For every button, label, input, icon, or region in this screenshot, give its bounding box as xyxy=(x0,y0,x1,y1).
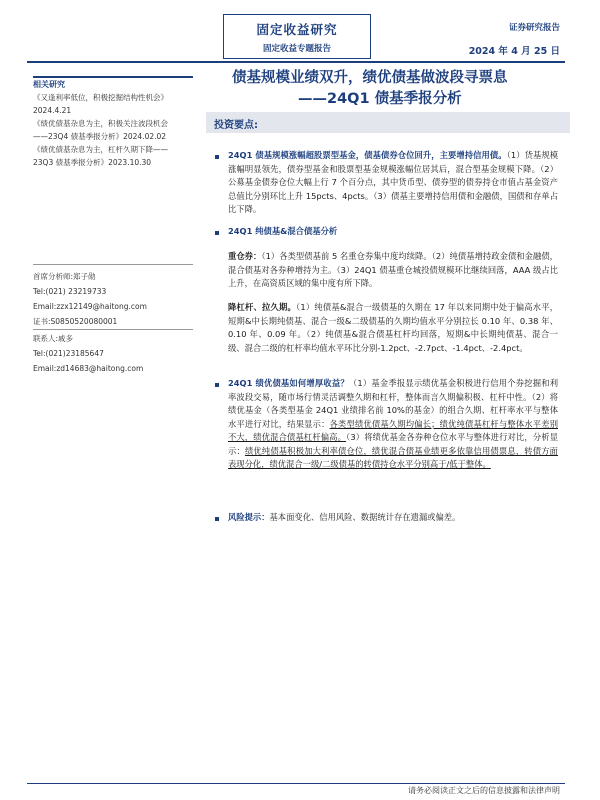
section-body-a: （1）基金季报显示绩优基金积极进行信用个券挖掘和利率波段交易，随市场行情灵活调整久期和杠杆，整体而言久期偏积极、杠杆中性。 xyxy=(228,378,559,402)
section-heading: 24Q1 纯债基&混合债基分析 xyxy=(228,226,338,236)
report-date: 2024 年 4 月 25 日 xyxy=(468,46,560,57)
related-item[interactable]: 《绩优债基杂息为主，积极关注波段机会 xyxy=(33,119,168,128)
section-body-c: 各类型绩优债基久期均偏长；绩优纯债基杠杆与整体水平差别不大，绩优混合债基杠杆偏高。 xyxy=(228,418,558,442)
subsection-label: 降杠杆、拉久期。 xyxy=(228,302,296,312)
analyst-cert: 证书:S0850520080001 xyxy=(33,317,118,326)
section-body: （1）货基规模涨幅明显领先，债券型基金和股票型基金规模涨幅位居其后，混合型基金规模下降。（2）公募基金债券仓位大幅上行 7 个百分点，其中货币型、债券型的债券持仓市值占基金资产总值比分别环比上升 15pcts、4pcts。（3）债基主要增持信用债和金融债，国债和存单占比下降。 xyxy=(228,150,558,214)
section-heading: 24Q1 绩优债基如何增厚收益？ xyxy=(228,378,349,388)
contact-tel: Tel:(021)23185647 xyxy=(33,349,104,358)
contact-info xyxy=(33,331,193,376)
footer-disclaimer: 请务必阅读正文之后的信息披露和法律声明 xyxy=(408,786,560,795)
subsection-body: （1）纯债基&混合一级债基的久期在 17 年以来同期中处于偏高水平，短期&中长期纯债基、混合一级&二级债基的久期均值水平分别拉长 0.10 年、0.38 年、0.10 年、0.09 年。（2）纯债基&混合债基杠杆均回落，短期&中长期纯债基、混合一级、混合二级的杠杆率均值水平环比分别-1.2pct、-2.7pct、-1.4pct、-2.4pct。 xyxy=(228,302,558,353)
section-heading: 24Q1 债基规模涨幅超股票型基金，债基债券仓位回升，主要增持信用债。 xyxy=(228,150,507,160)
analyst-tel: Tel:(021) 23219733 xyxy=(33,287,107,296)
footer-divider xyxy=(27,783,565,784)
related-research xyxy=(33,78,193,169)
analyst-name: 首席分析师:郑子勋 xyxy=(33,272,96,281)
related-item: 23Q3 债基季报分析》2023.10.30 xyxy=(33,158,152,167)
subsection-holdings xyxy=(228,250,558,291)
section-pure-mixed xyxy=(228,225,558,239)
section-scale xyxy=(228,149,558,217)
related-heading: 相关研究 xyxy=(33,80,65,89)
subsection-leverage-duration xyxy=(228,301,558,355)
report-title: 债基规模业绩双升，绩优债基做波段寻票息 xyxy=(232,70,508,86)
section-body-d: （3）将绩优基金各券种仓位水平与整体进行对比，分析显示： xyxy=(228,432,558,456)
key-points-label: 投资要点: xyxy=(214,120,258,131)
report-subtype: 固定收益专题报告 xyxy=(262,44,331,54)
contact-name: 联系人:戚多 xyxy=(33,334,74,343)
report-subtitle: ——24Q1 债基季报分析 xyxy=(298,91,462,107)
related-item[interactable]: 《又逢利率低位，积极挖掘结构性机会》 xyxy=(33,93,168,102)
bullet-icon xyxy=(215,155,219,159)
report-type-box xyxy=(223,14,371,59)
section-risk xyxy=(228,511,558,525)
section-body: 基本面变化、信用风险、数据统计存在遗漏或偏差。 xyxy=(269,512,461,522)
section-top-funds xyxy=(228,377,558,472)
firm-tag: 证券研究报告 xyxy=(508,23,560,33)
subsection-label: 重仓券： xyxy=(228,251,262,261)
section-body-b: （2）将绩优基金（各类型基金 24Q1 业绩排名前 10%的基金）的组合久期、杠杆率水平与整体水平进行对比，结果显示： xyxy=(228,391,558,429)
contact-email[interactable]: Email:zd14683@haitong.com xyxy=(33,364,144,373)
subsection-body: （1）各类型债基前 5 名重仓券集中度均续降。（2）纯债基增持政金债和金融债，混合债基对各券种增持为主。（3）24Q1 债基重仓城投债规模环比继续回落，AAA 级占比上升，在高资质区域的集中度有所下降。 xyxy=(228,251,558,288)
sidebar-divider xyxy=(33,329,193,330)
analyst-email[interactable]: Email:zzx12149@haitong.com xyxy=(33,302,147,311)
bullet-icon xyxy=(215,517,219,521)
section-body-e: 绩优纯债基积极加大利率债仓位，绩优混合债基业绩更多依靠信用债票息，转债方面表现分化，绩优混合一级/二级债基的转债持仓水平分别高于/低于整体。 xyxy=(228,445,558,469)
analyst-info xyxy=(33,269,193,329)
related-item: 2024.4.21 xyxy=(33,106,72,115)
sidebar-divider xyxy=(33,264,193,265)
section-heading: 风险提示： xyxy=(228,512,270,522)
related-item: ——23Q4 债基季报分析》2024.02.02 xyxy=(33,132,167,141)
bullet-icon xyxy=(215,383,219,387)
key-points-bar xyxy=(206,112,570,133)
report-type: 固定收益研究 xyxy=(256,22,338,37)
header-divider xyxy=(27,61,565,63)
bullet-icon xyxy=(215,231,219,235)
related-item[interactable]: 《绩优债基杂息为主，杠杆久期下降—— xyxy=(33,145,168,154)
